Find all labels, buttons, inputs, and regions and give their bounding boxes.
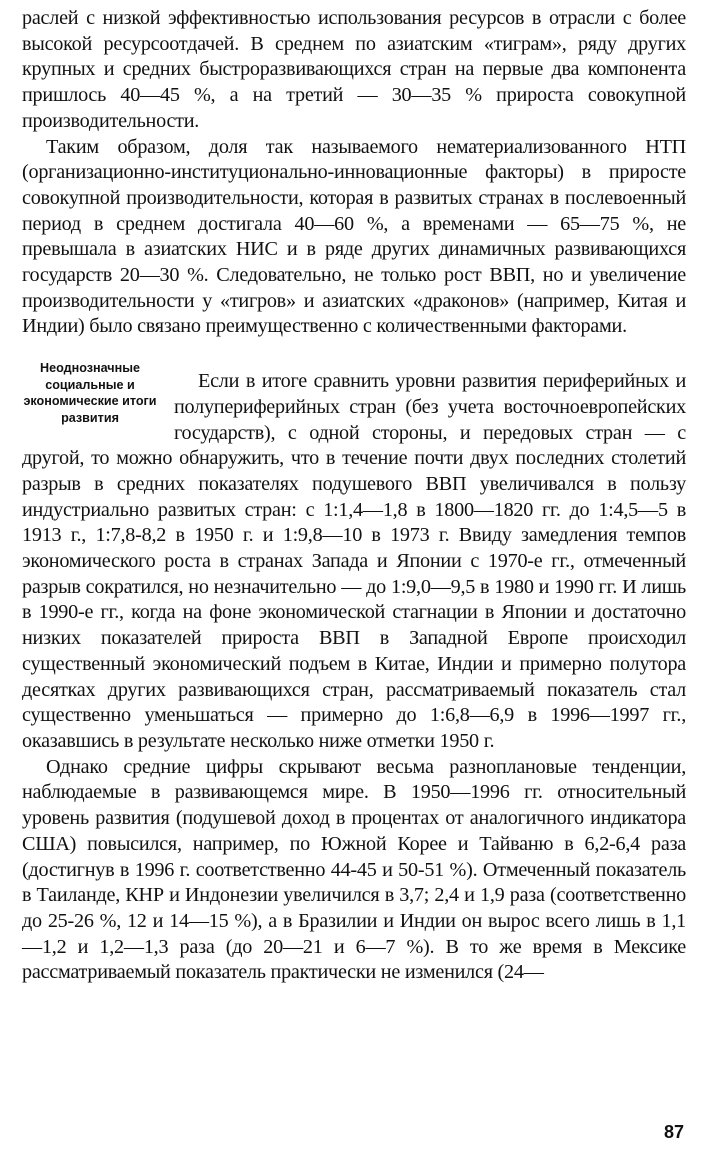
paragraph-continued: раслей с низкой эффективностью использования ресурсов в отрасли с более высокой ресурсоотдачей. В среднем по азиатским «тиграм», ряду других крупных и средних быстроразвивающихся стран на первые два компонента пришлось 40—45 %, а на третий — 30—35 % прироста совокупной производительности. <box>22 7 686 132</box>
paragraph: Таким образом, доля так называемого нематериализованного НТП (организационно-институционально-инновационные факторы) в приросте совокупной производительности, которая в развитых странах в послевоенный период в среднем достигала 40—60 %, а временами — 65—75 %, не превышала в азиатских НИС и в ряде других динамичных развивающихся государств 20—30 %. Следовательно, не только рост ВВП, но и увеличение производительности у «тигров» и азиатских «драконов» (например, Китая и Индии) было связано преимущественно с количественными факторами. <box>22 135 686 338</box>
paragraph-with-marginal: Если в итоге сравнить уровни развития периферийных и полупериферийных стран (без учета восточноевропейских государств), с одной стороны, и передовых стран — с другой, то можно обнаружить, что в течение почти двух последних столетий разрыв в средних показателях подушевого ВВП увеличивался в пользу индустриально развитых стран: с 1:1,4—1,8 в 1800—1820 гг. до 1:4,5—5 в 1913 г., 1:7,8-8,2 в 1950 г. и 1:9,8—10 в 1973 г. Ввиду замедления темпов экономического роста в странах Запада и Японии с 1970-е гг., отмеченный разрыв сократился, но незначительно — до 1:9,0—9,5 в 1980 и 1990 гг. И лишь в 1990-е гг., когда на фоне экономической стагнации в Японии и достаточно низких показателей прироста ВВП в Западной Европе происходил существенный экономический подъем в Китае, Индии и примерно полутора десятках других развивающихся стран, рассматриваемый показатель стал существенно уменьшаться — примерно до 1:6,8—6,9 в 1996—1997 гг., оказавшись в результате несколько ниже отметки 1950 г. <box>22 370 686 752</box>
body-text <box>22 6 686 986</box>
marginal-note: Неоднозначные социальные и экономические итоги развития <box>23 361 157 425</box>
paragraph: Однако средние цифры скрывают весьма разноплановые тенденции, наблюдаемые в развивающемся мире. В 1950—1996 гг. относительный уровень развития (подушевой доход в процентах от аналогичного индикатора США) повысился, например, по Южной Корее и Тайваню в 6,2-6,4 раза (достигнув в 1996 г. соответственно 44-45 и 50-51 %). Отмеченный показатель в Таиланде, КНР и Индонезии увеличился в 3,7; 2,4 и 1,9 раза (соответственно до 25-26 %, 12 и 14—15 %), а в Бразилии и Индии он вырос всего лишь в 1,1—1,2 и 1,2—1,3 раза (до 20—21 и 6—7 %). В то же время в Мексике рассматриваемый показатель практически не изменился (24— <box>22 755 686 984</box>
page-number: 87 <box>663 1122 684 1142</box>
